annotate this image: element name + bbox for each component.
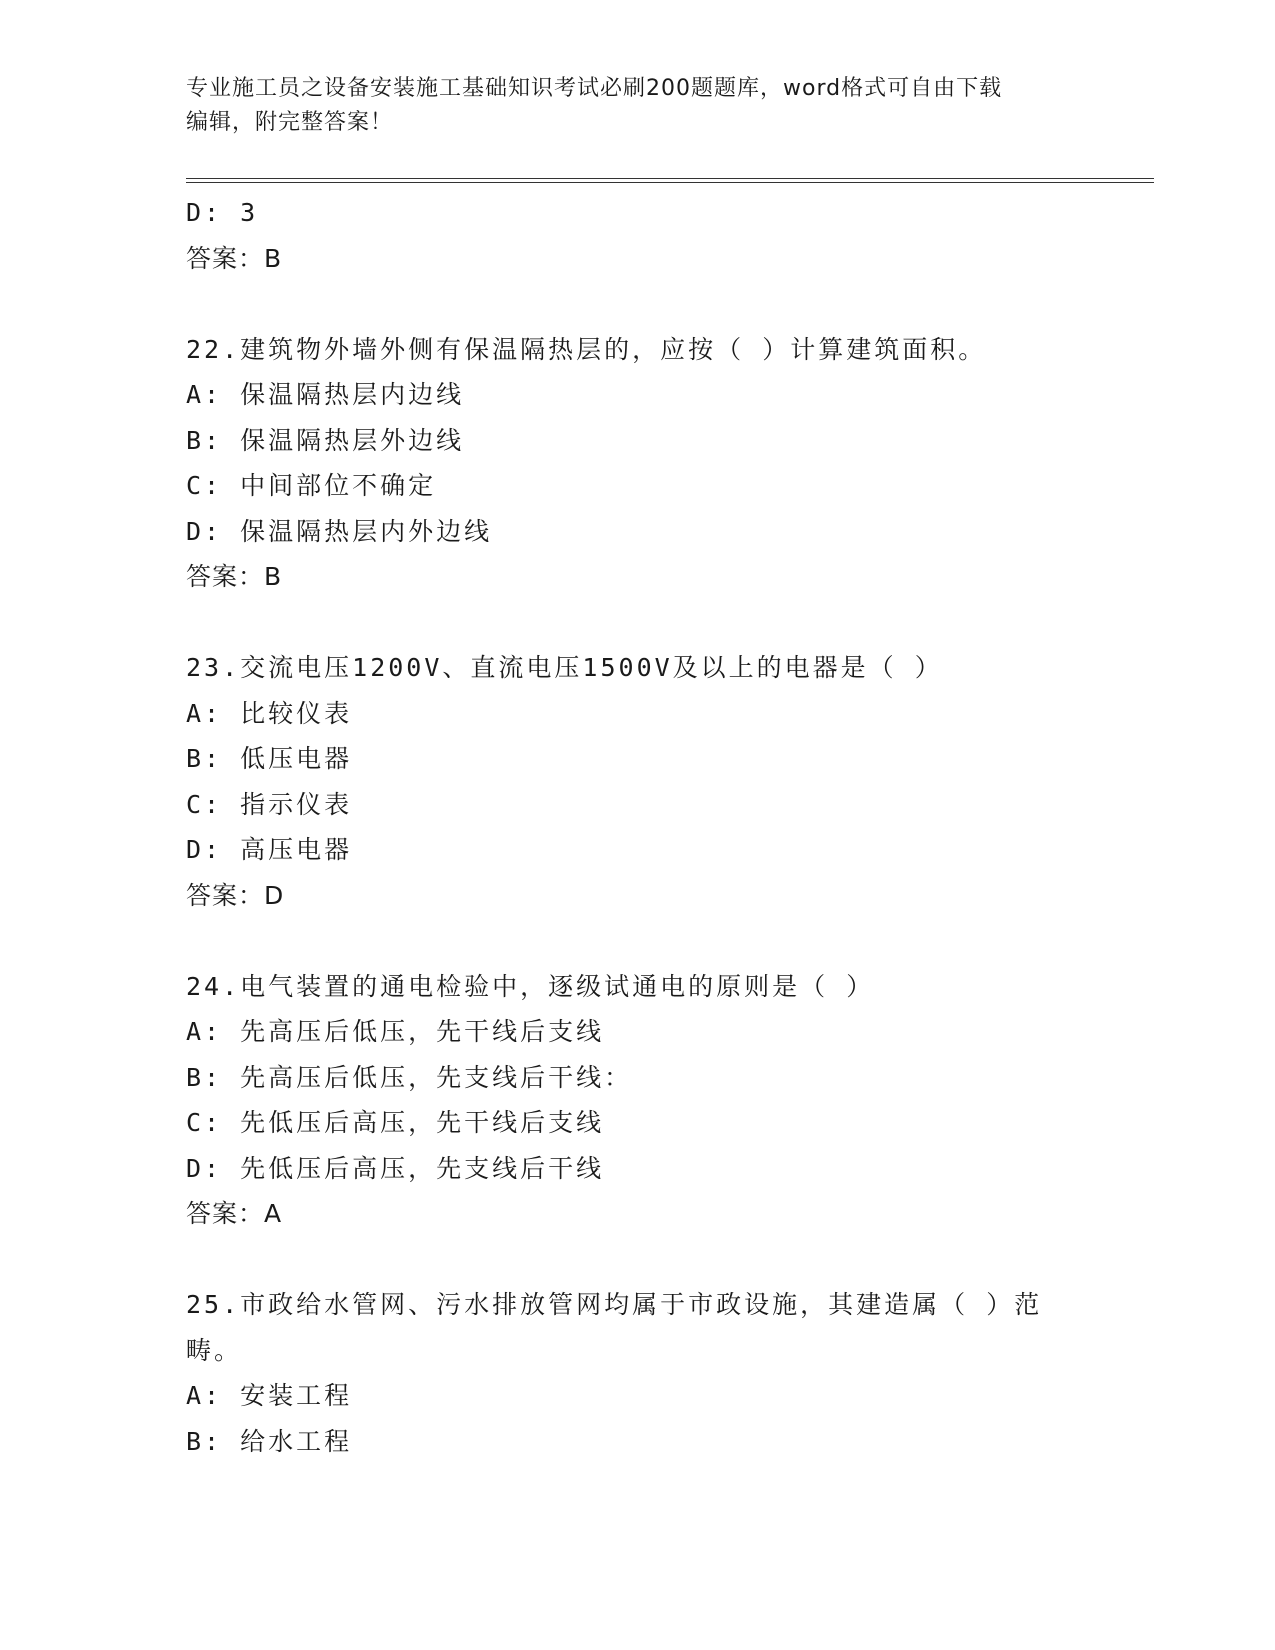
option-a: A: 保温隔热层内边线	[186, 380, 465, 409]
option-a: A: 比较仪表	[186, 698, 353, 728]
spacer	[186, 1237, 1106, 1283]
option-a: A: 安装工程	[186, 1381, 353, 1410]
answer-line: 答案：D	[186, 880, 285, 910]
option-d: D: 3	[186, 198, 259, 227]
header-title-line-1: 专业施工员之设备安装施工基础知识考试必刷200题题库，word格式可自由下载	[186, 76, 1003, 101]
question-block-22	[186, 327, 1106, 600]
question-text: 24.电气装置的通电检验中，逐级试通电的原则是（ ）	[186, 971, 875, 1001]
option-b: B: 给水工程	[186, 1426, 353, 1456]
header-title-line-2: 编辑，附完整答案！	[186, 110, 394, 135]
question-block-24	[186, 964, 1106, 1237]
question-block-23	[186, 645, 1106, 918]
answer-line: 答案：B	[186, 243, 283, 273]
option-b: B: 先高压后低压，先支线后干线：	[186, 1062, 633, 1092]
spacer	[186, 600, 1106, 646]
question-text: 23.交流电压1200V、直流电压1500V及以上的电器是（ ）	[186, 653, 943, 682]
question-text-line-1: 25.市政给水管网、污水排放管网均属于市政设施，其建造属（ ）范	[186, 1290, 1043, 1319]
spacer	[186, 918, 1106, 964]
question-block-21	[186, 190, 1106, 281]
spacer	[186, 281, 1106, 327]
option-b: B: 低压电器	[186, 744, 353, 773]
option-d: D: 保温隔热层内外边线	[186, 516, 493, 546]
header-divider-top	[186, 178, 1154, 179]
answer-line: 答案：A	[186, 1199, 283, 1228]
question-text-line-2: 畴。	[186, 1335, 243, 1365]
option-a: A: 先高压后低压，先干线后支线	[186, 1017, 605, 1046]
question-text: 22.建筑物外墙外侧有保温隔热层的，应按（ ）计算建筑面积。	[186, 334, 987, 364]
option-d: D: 高压电器	[186, 835, 353, 864]
question-list	[186, 190, 1106, 1464]
option-c: C: 中间部位不确定	[186, 471, 437, 500]
option-c: C: 指示仪表	[186, 789, 353, 819]
option-d: D: 先低压后高压，先支线后干线	[186, 1153, 605, 1183]
header-divider-bottom	[186, 182, 1154, 183]
answer-line: 答案：B	[186, 562, 283, 591]
question-block-25	[186, 1282, 1106, 1464]
page-header	[186, 72, 1066, 140]
option-c: C: 先低压后高压，先干线后支线	[186, 1108, 605, 1137]
option-b: B: 保温隔热层外边线	[186, 425, 465, 455]
